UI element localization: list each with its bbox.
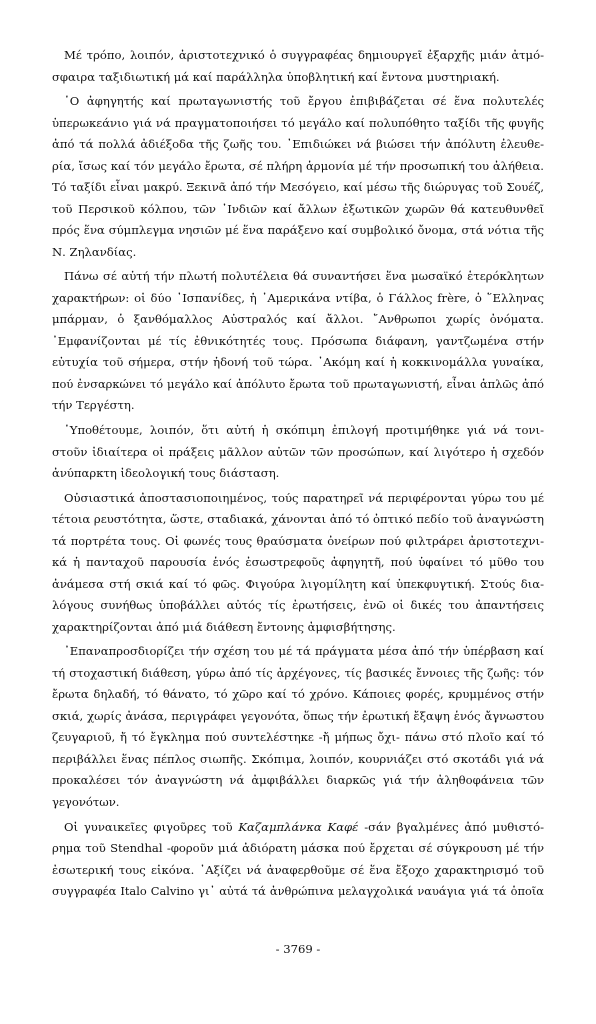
text-line: ῾Ο ἀφηγητής καί πρωταγωνιστής τοῦ ἔργου ἐπιβιβάζεται σέ ἕνα πολυτελές [64, 94, 544, 109]
text-line: τά πορτρέτα τους. Οἱ φωνές τους θραύσματα ὀνείρων πού φιλτράρει ἀριστοτεχνι- [52, 533, 544, 548]
text-line: Ν. Ζηλανδίας. [52, 244, 137, 259]
text-line: σκιά, χωρίς ἀνάσα, περιγράφει γεγονότα, ὅπως τήν ἐρωτική ἔξαψη ἑνός ἄγνωστου [52, 708, 544, 723]
text-line: ρία, ἴσως καί τόν μεγάλο ἔρωτα, σέ πλήρη ἁρμονία μέ τήν προσωπική του ἀλήθεια. [52, 158, 544, 173]
text-line: ἐσωτερική τους εἰκόνα. ᾽Αξίζει νά ἀναφερθοῦμε σέ ἕνα ἔξοχο χαρακτηρισμό τοῦ [52, 862, 544, 877]
text-line: ὑπερωκεάνιο γιά νά πραγματοποιήσει τό μεγάλο καί πολυπόθητο ταξίδι τῆς φυγῆς [52, 115, 544, 130]
text-line: χαρακτήρων: οἱ δύο ᾽Ισπανίδες, ἡ ᾽Αμερικάνα ντίβα, ὁ Γάλλος frère, ὁ ῞Ελληνας [52, 290, 544, 305]
text-line: στοῦν ἰδιαίτερα οἱ πράξεις μᾶλλον αὐτῶν τῶν προσώπων, καί λιγότερο ἡ σχεδόν [52, 444, 544, 459]
text-line: λόγους συνήθως ὑποβάλλει αὐτός τίς ἐρωτήσεις, ἐνῶ οἱ δικές του ἀπαντήσεις [52, 598, 544, 613]
text-line: Τό ταξίδι εἶναι μακρύ. Ξεκινᾶ ἀπό τήν Μεσόγειο, καί μέσω τῆς διώρυγας τοῦ Σουέζ, [52, 180, 544, 195]
text-line: χαρακτηρίζονται ἀπό μιά διάθεση ἔντονης ἀμφισβήτησης. [52, 619, 396, 634]
paragraph [52, 91, 544, 263]
paragraph [52, 488, 544, 639]
text-line: εὐτυχία τοῦ σήμερα, στήν ἡδονή τοῦ τώρα. ᾽Ακόμη καί ἡ κοκκινομάλλα γυναίκα, [52, 355, 544, 370]
paragraph [52, 45, 544, 88]
text-line: Οἱ γυναικεῖες φιγοῦρες τοῦ Καζαμπλάνκα Καφέ -σάν βγαλμένες ἀπό μυθιστό- [64, 819, 544, 834]
page-number: - 3769 - [275, 942, 321, 956]
text-line: γεγονότων. [52, 794, 120, 809]
paragraph [52, 420, 544, 485]
paragraph [52, 817, 544, 903]
text-line: ἀνάμεσα στή σκιά καί τό φῶς. Φιγούρα λιγομίλητη καί ὑπεκφυγτική. Στούς δια- [52, 576, 544, 591]
text-line: τή στοχαστική διάθεση, γύρω ἀπό τίς ἀρχέγονες, τίς βασικές ἔννοιες τῆς ζωῆς: τόν [52, 665, 544, 680]
paragraph [52, 641, 544, 813]
text-line: πρός ἕνα σύμπλεγμα νησιῶν μέ ἕνα παράξενο καί συμβολικό ὄνομα, στά νότια τῆς [52, 223, 544, 238]
text-line: τοῦ Περσικοῦ κόλπου, τῶν ᾽Ινδιῶν καί ἄλλων ἐξωτικῶν χωρῶν θά κατευθυνθεῖ [52, 201, 544, 216]
text-line: σφαιρα ταξιδιωτική μά καί παράλληλα ὑποβλητική καί ἔντονα μυστηριακή. [52, 69, 500, 84]
text-line: ἔρωτα δηλαδή, τό θάνατο, τό χῶρο καί τό χρόνο. Κάποιες φορές, κρυμμένος στήν [52, 687, 544, 702]
text-line: τέτοια ρευστότητα, ὥστε, σταδιακά, χάνονται ἀπό τό ὀπτικό πεδίο τοῦ ἀναγνώστη [52, 512, 544, 527]
text-line: ῾Υποθέτουμε, λοιπόν, ὅτι αὐτή ἡ σκόπιμη ἐπιλογή προτιμήθηκε γιά νά τονι- [64, 423, 544, 438]
text-line: Μέ τρόπο, λοιπόν, ἀριστοτεχνικό ὁ συγγραφέας δημιουργεῖ ἐξαρχῆς μιάν ἀτμό- [64, 48, 544, 62]
text-line: ᾽Επαναπροσδιορίζει τήν σχέση του μέ τά πράγματα μέσα ἀπό τήν ὑπέρβαση καί [64, 644, 544, 659]
body-text [52, 45, 544, 906]
text-line: προκαλέσει τόν ἀναγνώστη νά ἀμφιβάλλει διαρκῶς γιά τήν ἀληθοφάνεια τῶν [52, 773, 544, 788]
text-line: ἀνύπαρκτη ἰδεολογική τους διάσταση. [52, 466, 280, 481]
text-line: τήν Τεργέστη. [52, 398, 135, 413]
text-line: ἀπό τά πολλά ἀδιέξοδα τῆς ζωῆς του. ᾽Επιδιώκει νά βιώσει τήν ἀπόλυτη ἐλευθε- [52, 137, 544, 152]
paragraph [52, 266, 544, 417]
text-line: μπάρμαν, ὁ ξανθόμαλλος Αὐστραλός καί ἄλλοι. ῎Ανθρωποι χωρίς ὀνόματα. [52, 312, 544, 327]
text-line: περιβάλλει ἕνας πέπλος σιωπῆς. Σκόπιμα, λοιπόν, κουρνιάζει στό σκοτάδι γιά νά [52, 751, 544, 766]
book-title: Καζαμπλάνκα Καφέ [238, 819, 359, 834]
text-line: Πάνω σέ αὐτή τήν πλωτή πολυτέλεια θά συναντήσει ἕνα μωσαϊκό ἑτερόκλητων [64, 269, 544, 284]
text-line: ζευγαριοῦ, ἤ τό ἔγκλημα πού συντελέστηκε -ἤ μήπως ὄχι- πάνω στό πλοῖο καί τό [52, 730, 544, 745]
text-line: συγγραφέα Italo Calvino γι᾽ αὐτά τά ἀνθρώπινα μελαγχολικά ναυάγια γιά τά ὁποῖα [52, 884, 544, 899]
text-line: Οὐσιαστικά ἀποστασιοποιημένος, τούς παρατηρεῖ νά περιφέρονται γύρω του μέ [64, 490, 544, 505]
text-line: ρημα τοῦ Stendhal -φοροῦν μιά ἀδιόρατη μάσκα πού ἔρχεται σέ σύγκρουση μέ τήν [52, 841, 544, 856]
text-line: ᾽Εμφανίζονται μέ τίς ἐθνικότητές τους. Πρόσωπα διάφανη, γαντζωμένα στήν [52, 333, 544, 348]
text-line: πού ἐνσαρκώνει τό μεγάλο καί ἀπόλυτο ἔρωτα τοῦ πρωταγωνιστή, εἶναι ἁπλῶς ἀπό [52, 376, 544, 391]
text-line: κά ἡ πανταχοῦ παρουσία ἑνός ἐσωστρεφοῦς ἀφηγητῆ, πού ὑφαίνει τό μῦθο του [52, 555, 544, 570]
